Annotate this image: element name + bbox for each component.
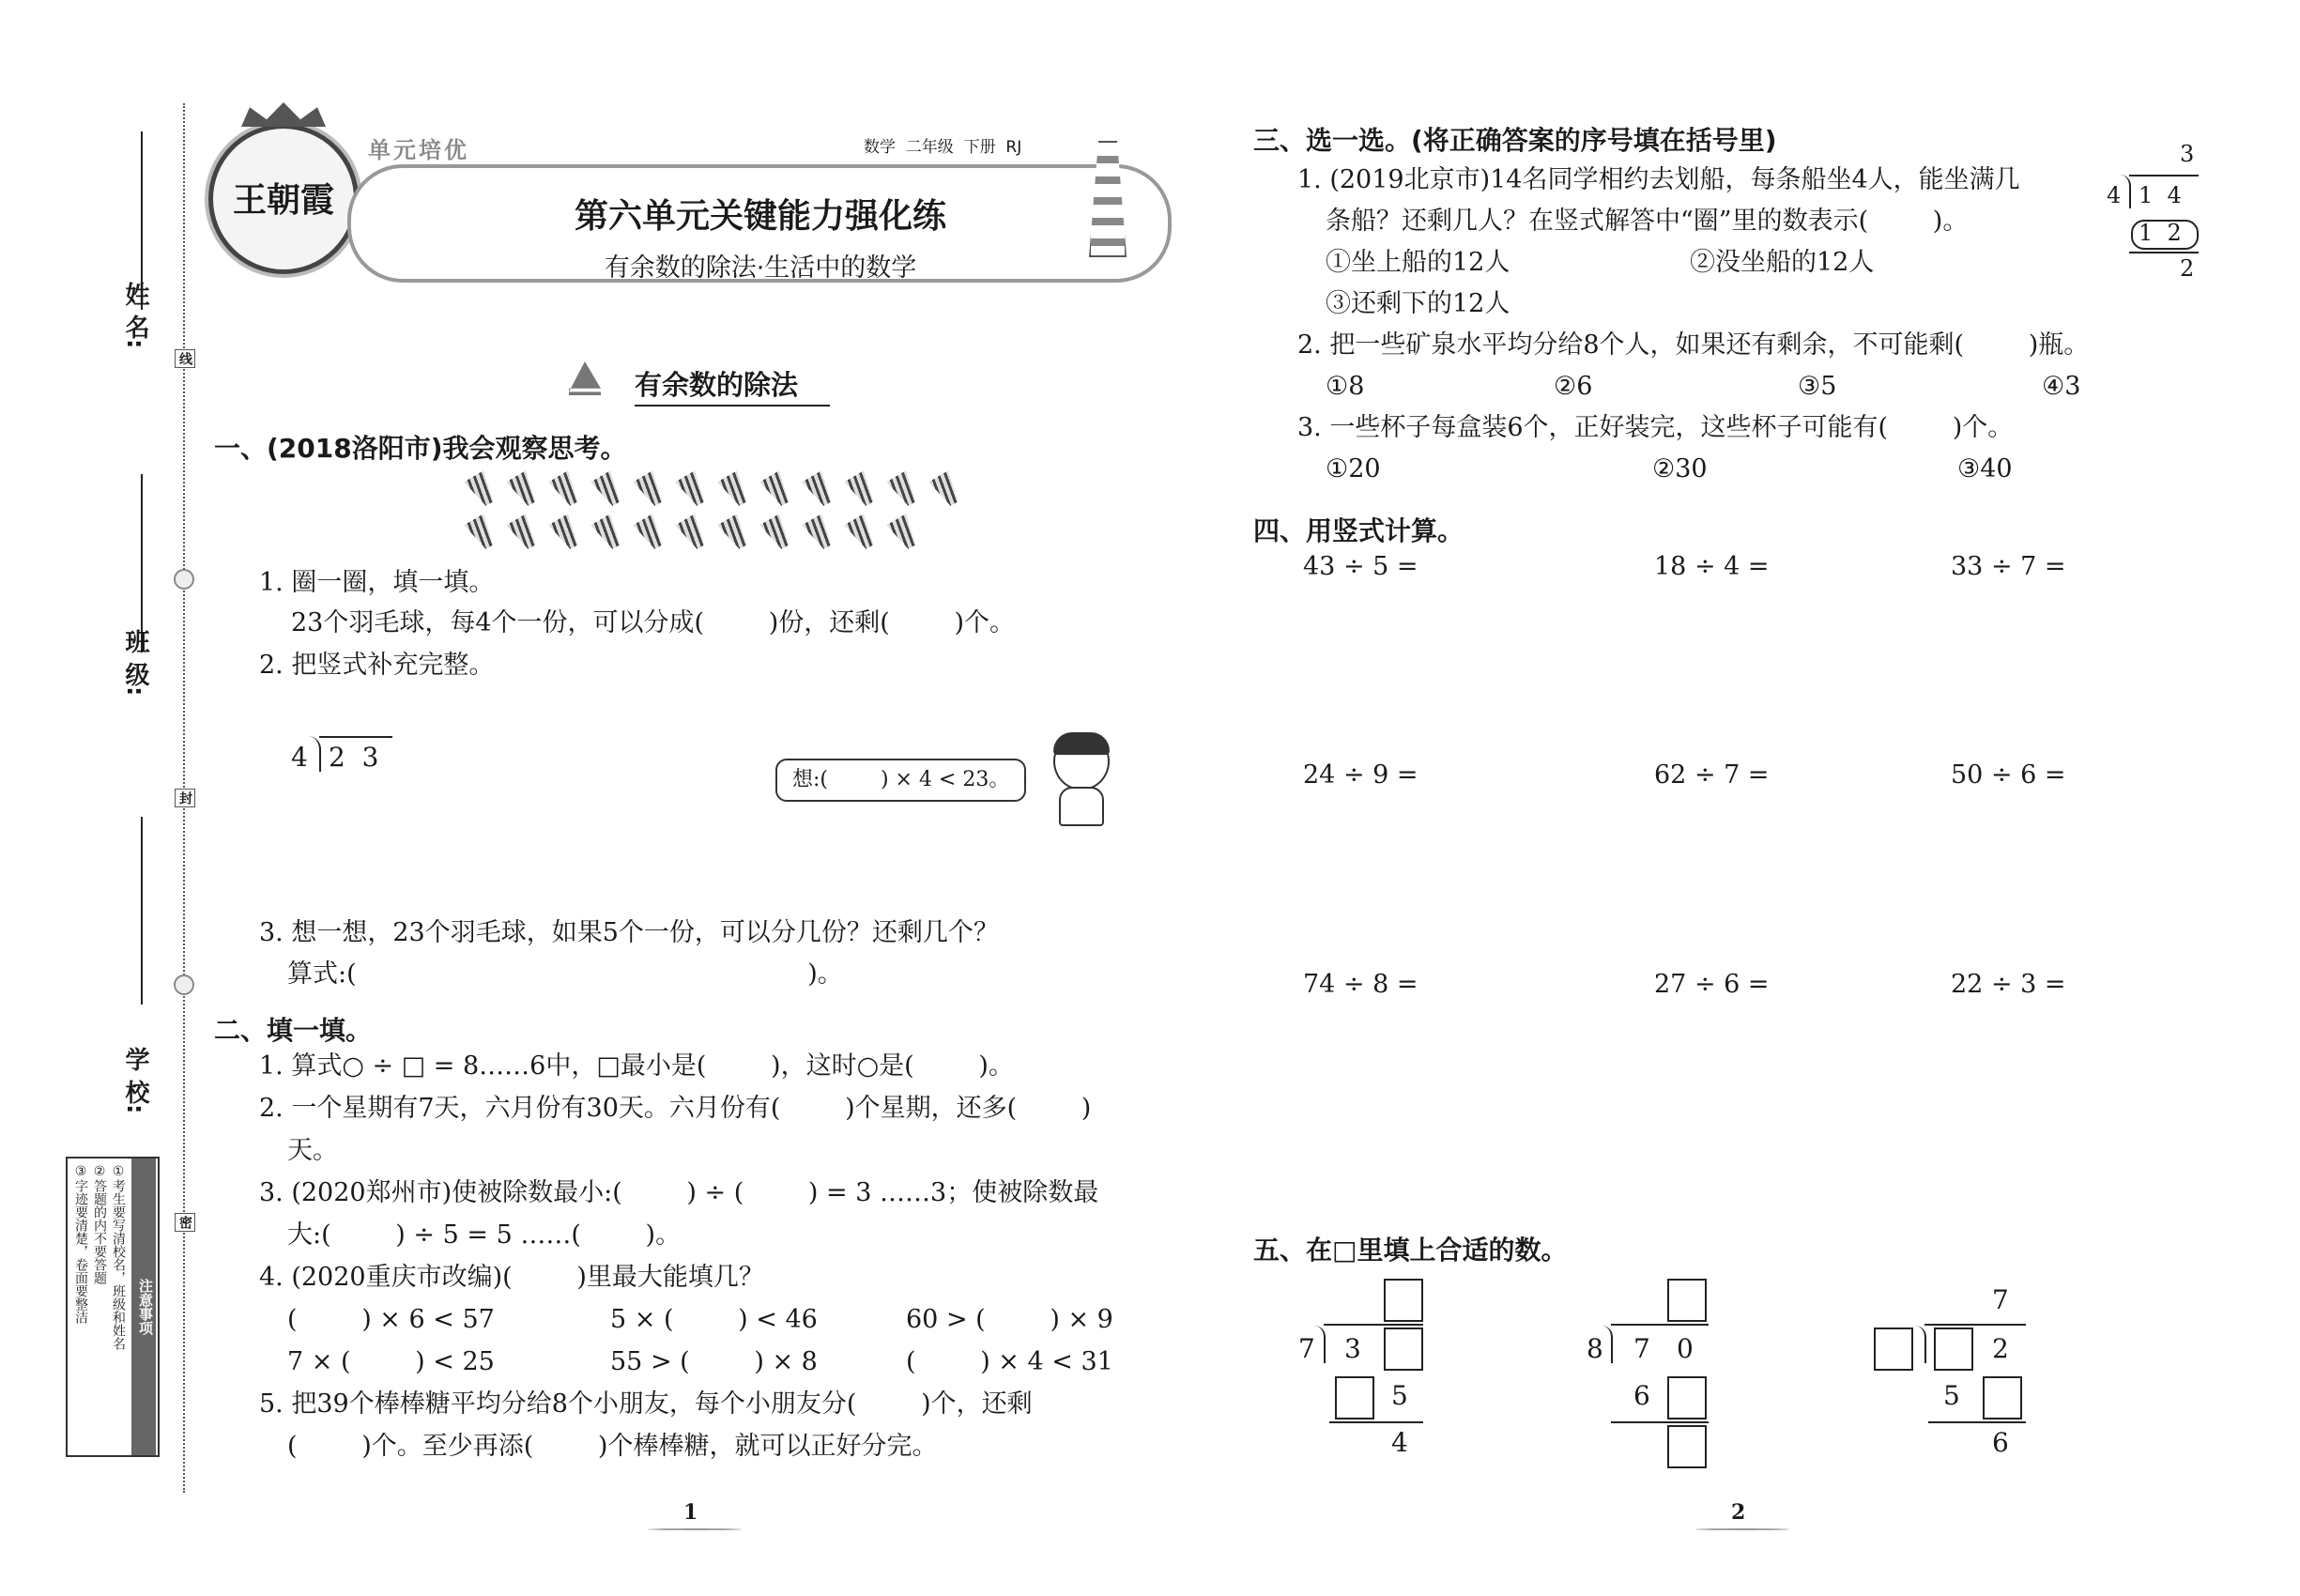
shuttlecock-icon xyxy=(884,469,925,511)
shuttlecock-icon xyxy=(842,469,882,511)
subtraction-bar xyxy=(1329,1421,1423,1423)
brand-logo xyxy=(208,124,359,274)
q3-2-option: ③5 xyxy=(1798,372,1837,401)
q4-item: 74 ÷ 8 = xyxy=(1303,970,1418,999)
dividend: 1 4 xyxy=(2139,182,2182,208)
shuttlecock-icon xyxy=(927,469,967,511)
dividend-digit: 7 xyxy=(1633,1333,1650,1364)
shuttlecock-icon xyxy=(673,513,713,554)
answer-box[interactable] xyxy=(1667,1376,1707,1420)
page-ornament xyxy=(1695,1528,1789,1530)
cut-mark-xian: 线 xyxy=(175,349,195,368)
subtraction-bar xyxy=(1928,1421,2026,1423)
q2-5b: ( )个。至少再添( )个棒棒糖，就可以正好分完。 xyxy=(287,1432,938,1461)
q2-2b: 天。 xyxy=(287,1136,338,1165)
q3-1-option: ③还剩下的12人 xyxy=(1326,289,1510,318)
shuttlecock-icon xyxy=(758,469,798,511)
shuttlecock-icon xyxy=(800,513,840,554)
lighthouse-icon xyxy=(1089,141,1127,257)
answer-box[interactable] xyxy=(1667,1279,1707,1322)
remainder: 6 xyxy=(1992,1427,2009,1458)
division-bar xyxy=(1324,1324,1423,1326)
shuttlecock-icon xyxy=(462,469,502,511)
q3-3-option: ②30 xyxy=(1652,454,1708,483)
q3-1-option: ②没坐船的12人 xyxy=(1690,248,1875,277)
shuttlecock-icon xyxy=(631,513,671,554)
shuttlecock-icon xyxy=(884,513,925,554)
dividend-digit: 0 xyxy=(1677,1333,1694,1364)
q1-3-eq: 算式:( )。 xyxy=(287,959,843,989)
answer-box[interactable] xyxy=(1335,1376,1374,1420)
answer-box[interactable] xyxy=(1874,1327,1913,1371)
q4-item: 24 ÷ 9 = xyxy=(1303,760,1418,790)
class-label: 班 级: xyxy=(121,629,149,697)
shuttlecock-icon xyxy=(504,513,544,554)
q3-title: 三、选一选。(将正确答案的序号填在括号里) xyxy=(1253,125,1777,156)
shuttlecock-grid xyxy=(468,474,956,563)
q1-1-text: 23个羽毛球，每4个一份，可以分成( )份，还剩( )个。 xyxy=(291,608,1015,637)
shuttlecock-icon xyxy=(715,513,756,554)
q3-2: 2. 把一些矿泉水平均分给8个人，如果还有剩余，不可能剩( )瓶。 xyxy=(1297,330,2090,360)
quotient: 3 xyxy=(2180,141,2195,167)
division-bracket xyxy=(1602,1326,1613,1363)
shuttlecock-icon xyxy=(504,469,544,511)
brand-name: 王朝霞 xyxy=(232,180,334,220)
shuttlecock-icon xyxy=(673,469,713,511)
answer-box[interactable] xyxy=(1384,1327,1423,1371)
scissors-icon xyxy=(174,569,194,590)
cut-mark-mi: 密 xyxy=(175,1213,195,1232)
brand-tag: 单元培优 xyxy=(368,137,469,163)
answer-box[interactable] xyxy=(1983,1376,2022,1420)
q2-3b: 大:( ) ÷ 5 = 5 ……( )。 xyxy=(287,1220,682,1250)
division-bracket xyxy=(1915,1326,1926,1363)
q5-title: 五、在□里填上合适的数。 xyxy=(1253,1235,1568,1266)
page-title: 第六单元关键能力强化练 xyxy=(574,197,946,236)
sidebar xyxy=(0,0,192,1596)
school-label: 学 校: xyxy=(121,1047,149,1114)
division-bar xyxy=(2129,175,2199,176)
notes-title: 注意事项 xyxy=(131,1159,156,1455)
q2-4-item: 5 × ( ) < 46 xyxy=(610,1305,818,1334)
q4-title: 四、用竖式计算。 xyxy=(1253,515,1464,546)
dividend-digit: 3 xyxy=(1344,1333,1361,1364)
quotient: 7 xyxy=(1992,1284,2009,1315)
q2-3a: 3. (2020郑州市)使被除数最小:( ) ÷ ( ) = 3 ……3；使被除数最 xyxy=(259,1178,1099,1207)
q4-item: 22 ÷ 3 = xyxy=(1951,970,2066,999)
q1-title: 一、(2018洛阳市)我会观察思考。 xyxy=(214,433,627,464)
boy-body xyxy=(1059,787,1104,826)
q1-3: 3. 想一想，23个羽毛球，如果5个一份，可以分几份？还剩几个？ xyxy=(259,918,999,947)
q4-item: 43 ÷ 5 = xyxy=(1303,552,1418,581)
q2-1: 1. 算式○ ÷ □ = 8……6中，□最小是( )，这时○是( )。 xyxy=(259,1051,1014,1081)
shuttlecock-icon xyxy=(589,513,629,554)
q2-4: 4. (2020重庆市改编)( )里最大能填几？ xyxy=(259,1263,764,1292)
q3-2-option: ②6 xyxy=(1554,372,1593,401)
scissors-icon xyxy=(174,974,194,995)
page-subtitle: 有余数的除法·生活中的数学 xyxy=(604,253,917,283)
shuttlecock-icon xyxy=(631,469,671,511)
divisor: 8 xyxy=(1587,1333,1603,1364)
q3-3: 3. 一些杯子每盒装6个，正好装完，这些杯子可能有( )个。 xyxy=(1297,413,2014,442)
book-meta: 数学 二年级 下册 RJ xyxy=(864,138,1022,157)
q2-4-item: 60 > ( ) × 9 xyxy=(906,1305,1113,1334)
q3-3-option: ①20 xyxy=(1326,454,1381,483)
divisor: 4 xyxy=(291,742,308,773)
shuttlecock-icon xyxy=(758,513,798,554)
shuttlecock-icon xyxy=(589,469,629,511)
product-digit: 5 xyxy=(1943,1380,1960,1411)
q2-4-item: ( ) × 4 < 31 xyxy=(906,1347,1113,1376)
product-digit: 5 xyxy=(1391,1380,1408,1411)
dividend: 2 3 xyxy=(329,742,379,773)
answer-box[interactable] xyxy=(1934,1327,1973,1371)
q3-1b: 条船？还剩几人？在竖式解答中“圈”里的数表示( )。 xyxy=(1326,207,1969,236)
q1-2: 2. 把竖式补充完整。 xyxy=(259,651,495,680)
answer-box[interactable] xyxy=(1667,1425,1707,1468)
notes-box xyxy=(66,1157,160,1457)
q3-1a: 1. (2019北京市)14名同学相约去划船，每条船坐4人，能坐满几 xyxy=(1297,165,2020,194)
division-bar xyxy=(1611,1324,1709,1326)
subtraction-bar xyxy=(2129,252,2199,253)
q2-4-item: 7 × ( ) < 25 xyxy=(287,1347,495,1376)
notes-item: ③字迹要清楚，卷面要整洁 xyxy=(73,1164,88,1324)
boy-avatar xyxy=(1042,732,1117,826)
q1-1: 1. 圈一圈，填一填。 xyxy=(259,568,495,597)
q2-5a: 5. 把39个棒棒糖平均分给8个小朋友，每个小朋友分( )个，还剩 xyxy=(259,1389,1033,1419)
dividend-digit: 2 xyxy=(1992,1333,2009,1364)
q4-item: 18 ÷ 4 = xyxy=(1654,552,1770,581)
product-digit: 6 xyxy=(1633,1380,1650,1411)
name-label: 姓 名: xyxy=(121,282,149,349)
q2-title: 二、填一填。 xyxy=(214,1015,373,1046)
q4-item: 62 ÷ 7 = xyxy=(1654,760,1770,790)
division-bracket xyxy=(2120,175,2131,208)
sailboat-icon xyxy=(569,361,601,395)
shuttlecock-icon xyxy=(546,513,587,554)
q4-item: 50 ÷ 6 = xyxy=(1951,760,2066,790)
division-bracket xyxy=(308,736,321,772)
division-bracket xyxy=(1314,1326,1326,1363)
page-number: 1 xyxy=(683,1500,698,1525)
division-bar xyxy=(1924,1324,2026,1326)
think-bubble: 想:( ) × 4 < 23。 xyxy=(775,759,1026,802)
shuttlecock-icon xyxy=(842,513,882,554)
class-underline xyxy=(141,474,143,652)
page-ornament xyxy=(648,1528,742,1530)
divisor: 7 xyxy=(1298,1333,1315,1364)
q4-item: 27 ÷ 6 = xyxy=(1654,970,1770,999)
divisor: 4 xyxy=(2107,182,2122,208)
q3-2-option: ④3 xyxy=(2042,372,2081,401)
school-underline xyxy=(141,817,143,1005)
q3-1-option: ①坐上船的12人 xyxy=(1326,248,1510,277)
shuttlecock-icon xyxy=(462,513,502,554)
remainder: 2 xyxy=(2180,255,2195,282)
notes-item: ①考生要写清校名，班级和姓名 xyxy=(111,1164,126,1350)
q4-item: 33 ÷ 7 = xyxy=(1951,552,2066,581)
q2-4-item: 55 > ( ) × 8 xyxy=(610,1347,818,1376)
q2-4-item: ( ) × 6 < 57 xyxy=(287,1305,495,1334)
product: 1 2 xyxy=(2139,220,2182,246)
remainder: 4 xyxy=(1391,1427,1408,1458)
shuttlecock-icon xyxy=(715,469,756,511)
q3-3-option: ③40 xyxy=(1957,454,2013,483)
shuttlecock-icon xyxy=(800,469,840,511)
shuttlecock-icon xyxy=(546,469,587,511)
topic-heading: 有余数的除法 xyxy=(635,364,830,407)
cut-mark-feng: 封 xyxy=(175,789,195,807)
answer-box[interactable] xyxy=(1384,1279,1423,1322)
subtraction-bar xyxy=(1611,1421,1709,1423)
q3-2-option: ①8 xyxy=(1326,372,1365,401)
page-number: 2 xyxy=(1731,1500,1746,1525)
crown-icon xyxy=(241,102,326,127)
notes-item: ②答题的内不要答题 xyxy=(92,1164,107,1284)
boy-hair xyxy=(1053,732,1110,755)
q2-2a: 2. 一个星期有7天，六月份有30天。六月份有( )个星期，还多( ) xyxy=(259,1094,1092,1123)
division-bar xyxy=(319,736,392,738)
